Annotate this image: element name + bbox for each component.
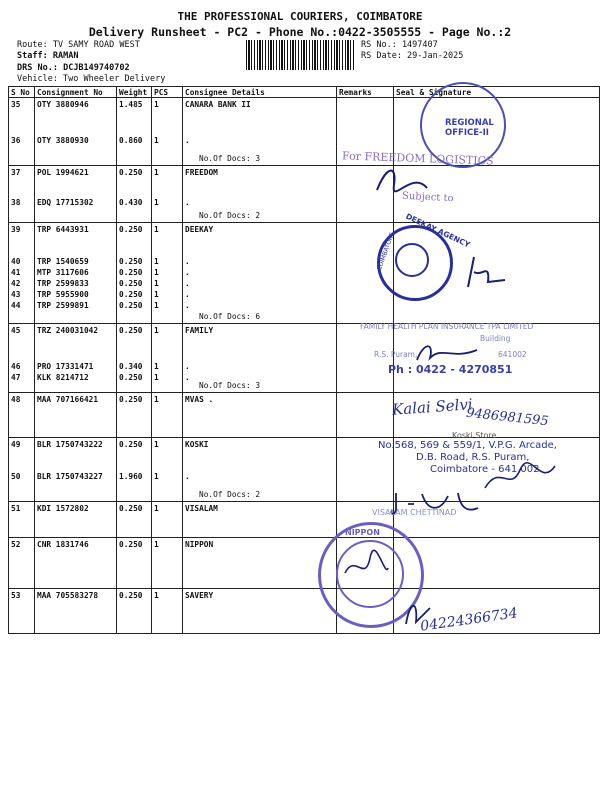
- cell-pcs-value: 1: [154, 225, 159, 234]
- barcode: [246, 40, 354, 70]
- koski-addr1: No.568, 569 & 559/1, V.P.G. Arcade,: [378, 440, 557, 451]
- cell-consignee-value: VISALAM: [185, 504, 218, 513]
- cell-sno-value: 47: [11, 373, 21, 382]
- cell-weight-value: 0.860: [119, 136, 143, 145]
- cell-sno-value: 42: [11, 279, 21, 288]
- cell-consignment-no-value: OTY 3880930: [37, 136, 89, 145]
- bank-stamp-line2: OFFICE-II: [445, 128, 489, 138]
- cell-consignment-no-value: KDI 1572802: [37, 504, 89, 513]
- route-text: Route: TV SAMY ROAD WEST: [17, 40, 140, 50]
- koski-store-name: Koski Store: [452, 431, 497, 440]
- cell-consignment-no-value: KLK 8214712: [37, 373, 89, 382]
- table-row: [9, 502, 600, 538]
- cell-sno-value: 46: [11, 362, 21, 371]
- cell-consignee: [183, 589, 337, 634]
- cell-pcs-value: 1: [154, 257, 159, 266]
- cell-sno-value: 37: [11, 168, 21, 177]
- cell-sno: [9, 502, 35, 538]
- cell-remarks: [337, 393, 394, 438]
- cell-pcs: [152, 538, 183, 589]
- cell-consignment-no-value: TRZ 240031042: [37, 326, 99, 335]
- cell-consignee-value: NIPPON: [185, 540, 214, 549]
- cell-sno-value: 43: [11, 290, 21, 299]
- cell-weight: [117, 438, 152, 502]
- cell-pcs-value: 1: [154, 136, 159, 145]
- cell-pcs-value: 1: [154, 395, 159, 404]
- cell-pcs-value: 1: [154, 373, 159, 382]
- deekay-signature: [460, 252, 510, 292]
- cell-consignment-no: [35, 223, 117, 324]
- nippon-signature: [340, 548, 390, 588]
- cell-sno: [9, 166, 35, 223]
- nippon-stamp-text: NIPPON: [345, 528, 380, 537]
- family-addr1: Building: [480, 334, 511, 343]
- cell-weight: [117, 223, 152, 324]
- cell-weight-value: 0.250: [119, 257, 143, 266]
- cell-weight-value: 0.250: [119, 504, 143, 513]
- cell-consignment-no-value: OTY 3880946: [37, 100, 89, 109]
- drs-value: DCJB149740702: [63, 63, 130, 73]
- cell-weight-value: 1.485: [119, 100, 143, 109]
- cell-pcs-value: 1: [154, 362, 159, 371]
- cell-consignment-no: [35, 589, 117, 634]
- col-header-remarks: Remarks: [337, 87, 394, 98]
- cell-consignee-value: FREEDOM: [185, 168, 218, 177]
- vehicle-text: Vehicle: Two Wheeler Delivery: [17, 74, 166, 84]
- freedom-signature: [372, 160, 432, 200]
- cell-pcs-value: 1: [154, 168, 159, 177]
- family-addr2: R.S. Puram,: [374, 350, 418, 359]
- col-header-signature: Seal & Signature: [394, 87, 600, 98]
- cell-consignee-value: DEEKAY: [185, 225, 214, 234]
- cell-consignment-no: [35, 393, 117, 438]
- cell-pcs: [152, 393, 183, 438]
- cell-sno: [9, 589, 35, 634]
- col-header-consignee: Consignee Details: [183, 87, 337, 98]
- cell-pcs: [152, 589, 183, 634]
- cell-consignee-value: FAMILY: [185, 326, 214, 335]
- cell-weight: [117, 589, 152, 634]
- staff-label: Staff:: [17, 51, 48, 61]
- family-phone: Ph : 0422 - 4270851: [388, 363, 513, 376]
- cell-weight-value: 0.250: [119, 301, 143, 310]
- cell-consignee-value: .: [185, 136, 190, 145]
- cell-consignee-value: .: [185, 268, 190, 277]
- cell-weight-value: 0.250: [119, 290, 143, 299]
- cell-pcs-value: 1: [154, 198, 159, 207]
- freedom-subject-text: Subject to: [401, 190, 454, 205]
- family-stamp: FAMILY HEALTH PLAN INSURANCE TPA LIMITED: [360, 322, 534, 331]
- cell-consignee-value: .: [185, 257, 190, 266]
- docs-count: No.Of Docs: 3: [199, 154, 261, 163]
- cell-consignee: [183, 438, 337, 502]
- cell-consignment-no: [35, 502, 117, 538]
- cell-consignment-no-value: BLR 1750743222: [37, 440, 103, 449]
- cell-sno: [9, 538, 35, 589]
- cell-consignee-value: .: [185, 362, 190, 371]
- cell-pcs: [152, 98, 183, 166]
- cell-weight-value: 0.250: [119, 591, 143, 600]
- cell-pcs-value: 1: [154, 540, 159, 549]
- cell-consignment-no-value: EDQ 17715302: [37, 198, 94, 207]
- deekay-city-text: COIMBATORE: [375, 231, 397, 272]
- col-header-pcs: PCS: [152, 87, 183, 98]
- cell-weight-value: 0.250: [119, 326, 143, 335]
- cell-sno-value: 48: [11, 395, 21, 404]
- cell-sno: [9, 98, 35, 166]
- cell-consignee-value: MVAS .: [185, 395, 214, 404]
- cell-consignment-no-value: TRP 2599833: [37, 279, 89, 288]
- cell-consignee-value: .: [185, 472, 190, 481]
- cell-consignee: [183, 98, 337, 166]
- cell-consignee-value: .: [185, 290, 190, 299]
- docs-count: No.Of Docs: 3: [199, 381, 261, 390]
- cell-pcs: [152, 223, 183, 324]
- cell-consignment-no-value: MAA 705583278: [37, 591, 99, 600]
- staff-field: [17, 51, 78, 61]
- cell-pcs: [152, 166, 183, 223]
- cell-sno-value: 41: [11, 268, 21, 277]
- cell-pcs: [152, 502, 183, 538]
- rs-date: RS Date: 29-Jan-2025: [361, 51, 464, 61]
- cell-pcs-value: 1: [154, 326, 159, 335]
- cell-weight-value: 0.250: [119, 373, 143, 382]
- cell-consignment-no-value: CNR 1831746: [37, 540, 89, 549]
- cell-weight: [117, 98, 152, 166]
- cell-sno: [9, 393, 35, 438]
- cell-weight-value: 0.250: [119, 440, 143, 449]
- cell-consignee-value: .: [185, 198, 190, 207]
- cell-consignment-no: [35, 98, 117, 166]
- cell-sno-value: 40: [11, 257, 21, 266]
- deekay-stamp-text: DEEKAY AGENCY: [404, 211, 472, 250]
- cell-pcs-value: 1: [154, 290, 159, 299]
- cell-sno-value: 35: [11, 100, 21, 109]
- cell-consignee: [183, 324, 337, 393]
- cell-weight-value: 0.340: [119, 362, 143, 371]
- cell-sno-value: 52: [11, 540, 21, 549]
- deekay-stamp-inner: [395, 243, 429, 277]
- cell-sno-value: 39: [11, 225, 21, 234]
- cell-consignee: [183, 502, 337, 538]
- cell-consignment-no: [35, 166, 117, 223]
- cell-consignment-no: [35, 324, 117, 393]
- cell-sno: [9, 223, 35, 324]
- cell-weight-value: 1.960: [119, 472, 143, 481]
- cell-weight-value: 0.430: [119, 198, 143, 207]
- cell-pcs-value: 1: [154, 301, 159, 310]
- cell-consignment-no-value: TRP 2599891: [37, 301, 89, 310]
- cell-sno-value: 50: [11, 472, 21, 481]
- cell-pcs-value: 1: [154, 268, 159, 277]
- cell-consignee-value: CANARA BANK II: [185, 100, 251, 109]
- cell-weight-value: 0.250: [119, 395, 143, 404]
- cell-pcs: [152, 324, 183, 393]
- koski-addr3: Coimbatore - 641 002.: [430, 464, 543, 475]
- drs-field: [17, 63, 130, 73]
- cell-consignment-no-value: TRP 6443931: [37, 225, 89, 234]
- cell-sno: [9, 324, 35, 393]
- cell-consignment-no: [35, 538, 117, 589]
- cell-weight-value: 0.250: [119, 540, 143, 549]
- cell-signature: [394, 538, 600, 589]
- cell-consignee: [183, 166, 337, 223]
- table-row: [9, 223, 600, 324]
- staff-value: RAMAN: [52, 51, 79, 61]
- koski-addr2: D.B. Road, R.S. Puram,: [416, 452, 530, 463]
- cell-consignee-value: .: [185, 301, 190, 310]
- docs-count: No.Of Docs: 2: [199, 490, 261, 499]
- docs-count: No.Of Docs: 2: [199, 211, 261, 220]
- cell-consignment-no-value: TRP 1540659: [37, 257, 89, 266]
- table-row: [9, 166, 600, 223]
- table-header-row: [9, 87, 600, 98]
- cell-consignee-value: .: [185, 373, 190, 382]
- cell-sno-value: 51: [11, 504, 21, 513]
- cell-consignment-no-value: TRP 5955900: [37, 290, 89, 299]
- family-pin: 641002: [498, 350, 527, 359]
- cell-weight-value: 0.250: [119, 279, 143, 288]
- cell-pcs-value: 1: [154, 279, 159, 288]
- cell-weight-value: 0.250: [119, 268, 143, 277]
- kosi-handwritten-name: Kalai Selvi: [391, 395, 474, 419]
- company-title: THE PROFESSIONAL COURIERS, COIMBATORE: [177, 10, 423, 23]
- cell-weight: [117, 166, 152, 223]
- cell-pcs-value: 1: [154, 472, 159, 481]
- cell-consignee-value: .: [185, 279, 190, 288]
- cell-weight-value: 0.250: [119, 225, 143, 234]
- docs-count: No.Of Docs: 6: [199, 312, 261, 321]
- cell-weight: [117, 393, 152, 438]
- col-header-sno: S No: [9, 87, 35, 98]
- cell-sno-value: 45: [11, 326, 21, 335]
- cell-sno-value: 53: [11, 591, 21, 600]
- cell-sno-value: 36: [11, 136, 21, 145]
- table-row: [9, 98, 600, 166]
- freedom-stamp: For FREEDOM LOGISTICS: [341, 149, 494, 168]
- cell-consignment-no-value: POL 1994621: [37, 168, 89, 177]
- kosi-handwritten-phone: 9486981595: [465, 405, 550, 430]
- cell-consignee: [183, 223, 337, 324]
- rs-number: RS No.: 1497407: [361, 40, 438, 50]
- table-row: [9, 538, 600, 589]
- cell-consignee: [183, 538, 337, 589]
- visalam-stamp: VISALAM CHETTINAD: [372, 508, 457, 517]
- cell-consignment-no: [35, 438, 117, 502]
- savery-handwritten-phone: 04224366734: [419, 605, 519, 635]
- cell-weight: [117, 324, 152, 393]
- cell-sno: [9, 438, 35, 502]
- cell-pcs-value: 1: [154, 504, 159, 513]
- cell-consignee-value: SAVERY: [185, 591, 214, 600]
- cell-pcs-value: 1: [154, 100, 159, 109]
- cell-sno-value: 38: [11, 198, 21, 207]
- cell-consignment-no-value: MTP 3117606: [37, 268, 89, 277]
- cell-sno-value: 49: [11, 440, 21, 449]
- runsheet-table: [8, 86, 600, 634]
- bank-stamp-line1: REGIONAL: [445, 118, 494, 128]
- col-header-weight: Weight: [117, 87, 152, 98]
- cell-pcs-value: 1: [154, 440, 159, 449]
- cell-weight-value: 0.250: [119, 168, 143, 177]
- runsheet-subtitle: Delivery Runsheet - PC2 - Phone No.:0422-3505555 - Page No.:2: [88, 25, 512, 39]
- family-signature: [412, 340, 482, 366]
- col-header-consignment: Consignment No: [35, 87, 117, 98]
- cell-pcs-value: 1: [154, 591, 159, 600]
- drs-label: DRS No.:: [17, 63, 58, 73]
- cell-consignee-value: KOSKI: [185, 440, 209, 449]
- cell-weight: [117, 502, 152, 538]
- cell-consignment-no-value: BLR 1750743227: [37, 472, 103, 481]
- cell-consignment-no-value: MAA 707166421: [37, 395, 99, 404]
- cell-consignment-no-value: PRO 17331471: [37, 362, 94, 371]
- cell-pcs: [152, 438, 183, 502]
- cell-weight: [117, 538, 152, 589]
- cell-sno-value: 44: [11, 301, 21, 310]
- cell-consignee: [183, 393, 337, 438]
